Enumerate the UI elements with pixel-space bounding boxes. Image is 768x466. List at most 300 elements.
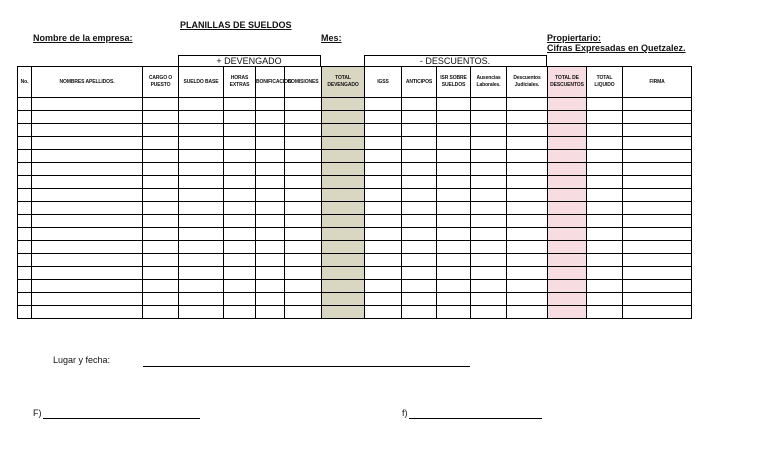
table-cell[interactable] xyxy=(322,267,365,280)
table-cell[interactable] xyxy=(285,176,322,189)
table-cell[interactable] xyxy=(402,111,437,124)
table-cell[interactable] xyxy=(18,111,32,124)
table-cell[interactable] xyxy=(256,254,285,267)
table-cell[interactable] xyxy=(402,280,437,293)
table-cell[interactable] xyxy=(322,254,365,267)
table-cell[interactable] xyxy=(18,163,32,176)
table-cell[interactable] xyxy=(623,137,692,150)
table-cell[interactable] xyxy=(322,111,365,124)
table-cell[interactable] xyxy=(365,215,402,228)
table-cell[interactable] xyxy=(623,98,692,111)
table-cell[interactable] xyxy=(285,189,322,202)
table-cell[interactable] xyxy=(322,215,365,228)
table-cell[interactable] xyxy=(437,124,471,137)
table-row xyxy=(18,124,692,137)
table-cell[interactable] xyxy=(256,98,285,111)
table-cell[interactable] xyxy=(402,228,437,241)
table-cell[interactable] xyxy=(507,111,548,124)
table-cell[interactable] xyxy=(507,176,548,189)
table-cell[interactable] xyxy=(143,215,179,228)
table-cell[interactable] xyxy=(402,241,437,254)
table-cell[interactable] xyxy=(548,150,587,163)
table-cell[interactable] xyxy=(32,306,143,319)
table-cell[interactable] xyxy=(587,176,623,189)
table-cell[interactable] xyxy=(587,241,623,254)
table-cell[interactable] xyxy=(402,215,437,228)
table-cell[interactable] xyxy=(587,98,623,111)
table-cell[interactable] xyxy=(587,189,623,202)
table-cell[interactable] xyxy=(548,124,587,137)
signature-left-line[interactable] xyxy=(43,418,200,419)
table-cell[interactable] xyxy=(224,293,256,306)
table-cell[interactable] xyxy=(365,137,402,150)
table-cell[interactable] xyxy=(224,163,256,176)
table-cell[interactable] xyxy=(365,254,402,267)
table-cell[interactable] xyxy=(18,280,32,293)
table-cell[interactable] xyxy=(32,189,143,202)
table-cell[interactable] xyxy=(471,163,507,176)
table-cell[interactable] xyxy=(507,228,548,241)
table-cell[interactable] xyxy=(224,241,256,254)
table-cell[interactable] xyxy=(548,241,587,254)
table-cell[interactable] xyxy=(143,241,179,254)
place-date-line[interactable] xyxy=(143,366,470,367)
table-cell[interactable] xyxy=(623,254,692,267)
table-cell[interactable] xyxy=(507,202,548,215)
table-cell[interactable] xyxy=(32,293,143,306)
table-cell[interactable] xyxy=(623,189,692,202)
table-cell[interactable] xyxy=(548,189,587,202)
table-cell[interactable] xyxy=(322,202,365,215)
table-cell[interactable] xyxy=(587,280,623,293)
table-cell[interactable] xyxy=(587,163,623,176)
table-cell[interactable] xyxy=(224,267,256,280)
table-cell[interactable] xyxy=(471,267,507,280)
table-cell[interactable] xyxy=(471,280,507,293)
table-cell[interactable] xyxy=(402,293,437,306)
table-cell[interactable] xyxy=(32,215,143,228)
table-cell[interactable] xyxy=(18,241,32,254)
table-cell[interactable] xyxy=(322,137,365,150)
table-cell[interactable] xyxy=(322,150,365,163)
table-cell[interactable] xyxy=(402,202,437,215)
table-cell[interactable] xyxy=(179,124,224,137)
table-cell[interactable] xyxy=(548,202,587,215)
table-cell[interactable] xyxy=(365,228,402,241)
col-header-isr: ISR SOBRE SUELDOS xyxy=(437,67,471,98)
table-cell[interactable] xyxy=(402,189,437,202)
col-header-number: No. xyxy=(18,67,32,98)
table-cell[interactable] xyxy=(365,202,402,215)
table-cell[interactable] xyxy=(179,163,224,176)
table-cell[interactable] xyxy=(32,98,143,111)
table-cell[interactable] xyxy=(285,98,322,111)
table-cell[interactable] xyxy=(143,228,179,241)
place-date-label: Lugar y fecha: xyxy=(53,355,111,365)
table-cell[interactable] xyxy=(32,241,143,254)
table-cell[interactable] xyxy=(32,267,143,280)
table-cell[interactable] xyxy=(256,202,285,215)
table-cell[interactable] xyxy=(507,293,548,306)
table-cell[interactable] xyxy=(143,176,179,189)
table-cell[interactable] xyxy=(256,176,285,189)
table-cell[interactable] xyxy=(623,163,692,176)
table-cell[interactable] xyxy=(32,254,143,267)
table-cell[interactable] xyxy=(365,150,402,163)
table-cell[interactable] xyxy=(224,306,256,319)
table-cell[interactable] xyxy=(32,163,143,176)
table-cell[interactable] xyxy=(143,124,179,137)
col-header-advances: ANTICIPOS xyxy=(402,67,437,98)
col-header-bonus: BONIFICACION xyxy=(256,67,285,98)
table-cell[interactable] xyxy=(507,215,548,228)
table-cell[interactable] xyxy=(365,163,402,176)
table-cell[interactable] xyxy=(143,202,179,215)
table-cell[interactable] xyxy=(143,280,179,293)
table-cell[interactable] xyxy=(471,111,507,124)
table-row xyxy=(18,241,692,254)
company-name-label: Nombre de la empresa: xyxy=(33,33,133,43)
col-header-absences: Ausencias Laborales. xyxy=(471,67,507,98)
table-cell[interactable] xyxy=(437,228,471,241)
table-cell[interactable] xyxy=(224,176,256,189)
col-header-total-deductions: TOTAL DE DESCUENTOS xyxy=(548,67,587,98)
table-cell[interactable] xyxy=(179,228,224,241)
table-cell[interactable] xyxy=(285,150,322,163)
table-cell[interactable] xyxy=(623,215,692,228)
table-row xyxy=(18,202,692,215)
table-cell[interactable] xyxy=(322,98,365,111)
table-cell[interactable] xyxy=(437,254,471,267)
table-cell[interactable] xyxy=(32,150,143,163)
table-cell[interactable] xyxy=(285,111,322,124)
table-cell[interactable] xyxy=(507,124,548,137)
table-cell[interactable] xyxy=(322,306,365,319)
table-cell[interactable] xyxy=(322,176,365,189)
table-cell[interactable] xyxy=(587,306,623,319)
table-cell[interactable] xyxy=(507,150,548,163)
table-cell[interactable] xyxy=(507,163,548,176)
table-cell[interactable] xyxy=(365,176,402,189)
table-cell[interactable] xyxy=(471,124,507,137)
table-cell[interactable] xyxy=(322,189,365,202)
table-cell[interactable] xyxy=(179,176,224,189)
table-cell[interactable] xyxy=(548,228,587,241)
table-cell[interactable] xyxy=(179,254,224,267)
table-cell[interactable] xyxy=(18,215,32,228)
table-cell[interactable] xyxy=(179,306,224,319)
table-cell[interactable] xyxy=(256,150,285,163)
table-cell[interactable] xyxy=(256,306,285,319)
table-cell[interactable] xyxy=(179,215,224,228)
table-cell[interactable] xyxy=(224,228,256,241)
table-cell[interactable] xyxy=(437,241,471,254)
table-cell[interactable] xyxy=(587,267,623,280)
table-cell[interactable] xyxy=(322,293,365,306)
table-cell[interactable] xyxy=(32,176,143,189)
table-cell[interactable] xyxy=(437,189,471,202)
table-row xyxy=(18,137,692,150)
col-header-position: CARGO O PUESTO xyxy=(143,67,179,98)
table-cell[interactable] xyxy=(437,150,471,163)
table-cell[interactable] xyxy=(256,241,285,254)
table-cell[interactable] xyxy=(548,163,587,176)
table-cell[interactable] xyxy=(18,293,32,306)
table-cell[interactable] xyxy=(507,189,548,202)
table-cell[interactable] xyxy=(256,124,285,137)
table-cell[interactable] xyxy=(285,280,322,293)
table-cell[interactable] xyxy=(365,189,402,202)
table-cell[interactable] xyxy=(548,137,587,150)
table-cell[interactable] xyxy=(548,280,587,293)
table-cell[interactable] xyxy=(224,254,256,267)
table-cell[interactable] xyxy=(256,267,285,280)
table-cell[interactable] xyxy=(507,254,548,267)
table-cell[interactable] xyxy=(179,241,224,254)
table-cell[interactable] xyxy=(285,293,322,306)
table-cell[interactable] xyxy=(623,293,692,306)
table-cell[interactable] xyxy=(32,111,143,124)
table-cell[interactable] xyxy=(143,137,179,150)
table-cell[interactable] xyxy=(224,280,256,293)
table-cell[interactable] xyxy=(285,215,322,228)
table-cell[interactable] xyxy=(471,189,507,202)
table-cell[interactable] xyxy=(322,228,365,241)
table-row xyxy=(18,189,692,202)
table-cell[interactable] xyxy=(471,293,507,306)
table-cell[interactable] xyxy=(18,228,32,241)
table-cell[interactable] xyxy=(437,280,471,293)
table-cell[interactable] xyxy=(365,241,402,254)
document-title: PLANILLAS DE SUELDOS xyxy=(180,20,292,30)
table-cell[interactable] xyxy=(285,124,322,137)
table-cell[interactable] xyxy=(471,228,507,241)
table-cell[interactable] xyxy=(256,228,285,241)
table-cell[interactable] xyxy=(587,293,623,306)
table-cell[interactable] xyxy=(623,241,692,254)
table-cell[interactable] xyxy=(18,202,32,215)
table-cell[interactable] xyxy=(548,293,587,306)
table-cell[interactable] xyxy=(437,306,471,319)
table-cell[interactable] xyxy=(285,267,322,280)
table-cell[interactable] xyxy=(256,280,285,293)
table-cell[interactable] xyxy=(548,254,587,267)
table-cell[interactable] xyxy=(32,280,143,293)
table-cell[interactable] xyxy=(143,306,179,319)
table-cell[interactable] xyxy=(402,163,437,176)
table-cell[interactable] xyxy=(507,98,548,111)
table-cell[interactable] xyxy=(623,111,692,124)
table-cell[interactable] xyxy=(179,202,224,215)
table-cell[interactable] xyxy=(224,98,256,111)
table-cell[interactable] xyxy=(32,202,143,215)
earnings-group-label: + DEVENGADO xyxy=(216,56,282,66)
table-cell[interactable] xyxy=(402,150,437,163)
table-cell[interactable] xyxy=(471,306,507,319)
table-cell[interactable] xyxy=(143,150,179,163)
table-cell[interactable] xyxy=(437,202,471,215)
table-cell[interactable] xyxy=(402,137,437,150)
table-cell[interactable] xyxy=(179,189,224,202)
table-cell[interactable] xyxy=(437,163,471,176)
table-cell[interactable] xyxy=(18,267,32,280)
table-cell[interactable] xyxy=(471,150,507,163)
table-cell[interactable] xyxy=(437,293,471,306)
table-cell[interactable] xyxy=(507,241,548,254)
table-cell[interactable] xyxy=(507,280,548,293)
table-cell[interactable] xyxy=(143,254,179,267)
table-cell[interactable] xyxy=(402,306,437,319)
table-cell[interactable] xyxy=(623,202,692,215)
table-cell[interactable] xyxy=(587,254,623,267)
table-cell[interactable] xyxy=(285,228,322,241)
table-cell[interactable] xyxy=(256,137,285,150)
table-cell[interactable] xyxy=(365,267,402,280)
table-cell[interactable] xyxy=(224,202,256,215)
table-cell[interactable] xyxy=(143,98,179,111)
table-cell[interactable] xyxy=(224,150,256,163)
table-cell[interactable] xyxy=(507,306,548,319)
table-cell[interactable] xyxy=(587,228,623,241)
table-cell[interactable] xyxy=(623,228,692,241)
table-cell[interactable] xyxy=(32,124,143,137)
table-cell[interactable] xyxy=(18,254,32,267)
table-cell[interactable] xyxy=(471,254,507,267)
table-cell[interactable] xyxy=(256,163,285,176)
table-cell[interactable] xyxy=(256,189,285,202)
table-cell[interactable] xyxy=(285,163,322,176)
table-cell[interactable] xyxy=(179,150,224,163)
table-cell[interactable] xyxy=(507,137,548,150)
table-cell[interactable] xyxy=(623,267,692,280)
table-row xyxy=(18,215,692,228)
table-cell[interactable] xyxy=(365,124,402,137)
table-cell[interactable] xyxy=(548,98,587,111)
table-cell[interactable] xyxy=(224,111,256,124)
table-cell[interactable] xyxy=(285,254,322,267)
table-cell[interactable] xyxy=(587,111,623,124)
table-cell[interactable] xyxy=(179,293,224,306)
table-cell[interactable] xyxy=(179,111,224,124)
table-cell[interactable] xyxy=(179,98,224,111)
table-cell[interactable] xyxy=(471,202,507,215)
table-cell[interactable] xyxy=(322,124,365,137)
table-cell[interactable] xyxy=(471,98,507,111)
table-cell[interactable] xyxy=(322,163,365,176)
table-row xyxy=(18,150,692,163)
table-cell[interactable] xyxy=(548,267,587,280)
table-row xyxy=(18,228,692,241)
table-cell[interactable] xyxy=(18,176,32,189)
table-row xyxy=(18,176,692,189)
col-header-commissions: COMISIONES xyxy=(285,67,322,98)
table-cell[interactable] xyxy=(224,124,256,137)
table-cell[interactable] xyxy=(365,280,402,293)
table-cell[interactable] xyxy=(402,176,437,189)
table-cell[interactable] xyxy=(402,254,437,267)
table-cell[interactable] xyxy=(179,137,224,150)
table-cell[interactable] xyxy=(623,124,692,137)
table-cell[interactable] xyxy=(623,306,692,319)
table-cell[interactable] xyxy=(402,267,437,280)
table-cell[interactable] xyxy=(471,176,507,189)
table-cell[interactable] xyxy=(365,293,402,306)
table-cell[interactable] xyxy=(143,163,179,176)
table-cell[interactable] xyxy=(256,215,285,228)
table-cell[interactable] xyxy=(587,215,623,228)
table-cell[interactable] xyxy=(548,215,587,228)
col-header-judicial: Descuentos Judiciales. xyxy=(507,67,548,98)
table-cell[interactable] xyxy=(587,137,623,150)
table-cell[interactable] xyxy=(18,137,32,150)
table-cell[interactable] xyxy=(322,280,365,293)
table-cell[interactable] xyxy=(587,202,623,215)
table-cell[interactable] xyxy=(32,228,143,241)
table-cell[interactable] xyxy=(548,306,587,319)
table-cell[interactable] xyxy=(18,124,32,137)
table-cell[interactable] xyxy=(587,150,623,163)
table-cell[interactable] xyxy=(143,189,179,202)
table-cell[interactable] xyxy=(548,111,587,124)
table-cell[interactable] xyxy=(18,189,32,202)
table-cell[interactable] xyxy=(179,280,224,293)
col-header-igss: IGSS xyxy=(365,67,402,98)
table-cell[interactable] xyxy=(224,137,256,150)
col-header-overtime: HORAS EXTRAS xyxy=(224,67,256,98)
table-cell[interactable] xyxy=(179,267,224,280)
table-cell[interactable] xyxy=(18,306,32,319)
table-cell[interactable] xyxy=(402,98,437,111)
table-cell[interactable] xyxy=(402,124,437,137)
signature-right-line[interactable] xyxy=(409,418,542,419)
table-cell[interactable] xyxy=(437,215,471,228)
table-cell[interactable] xyxy=(285,241,322,254)
table-cell[interactable] xyxy=(18,98,32,111)
table-cell[interactable] xyxy=(143,293,179,306)
table-cell[interactable] xyxy=(365,306,402,319)
table-cell[interactable] xyxy=(365,98,402,111)
table-cell[interactable] xyxy=(256,293,285,306)
table-cell[interactable] xyxy=(322,241,365,254)
table-cell[interactable] xyxy=(224,189,256,202)
table-cell[interactable] xyxy=(256,111,285,124)
table-cell[interactable] xyxy=(285,202,322,215)
table-row xyxy=(18,163,692,176)
table-cell[interactable] xyxy=(623,176,692,189)
table-cell[interactable] xyxy=(32,137,143,150)
table-cell[interactable] xyxy=(437,98,471,111)
table-cell[interactable] xyxy=(471,215,507,228)
table-cell[interactable] xyxy=(437,137,471,150)
table-cell[interactable] xyxy=(437,267,471,280)
table-cell[interactable] xyxy=(285,306,322,319)
table-cell[interactable] xyxy=(143,267,179,280)
table-cell[interactable] xyxy=(471,137,507,150)
table-cell[interactable] xyxy=(548,176,587,189)
table-cell[interactable] xyxy=(623,150,692,163)
table-cell[interactable] xyxy=(285,137,322,150)
table-cell[interactable] xyxy=(224,215,256,228)
table-cell[interactable] xyxy=(143,111,179,124)
table-cell[interactable] xyxy=(471,241,507,254)
table-cell[interactable] xyxy=(623,280,692,293)
table-cell[interactable] xyxy=(365,111,402,124)
table-cell[interactable] xyxy=(437,111,471,124)
table-cell[interactable] xyxy=(18,150,32,163)
table-cell[interactable] xyxy=(437,176,471,189)
table-cell[interactable] xyxy=(587,124,623,137)
table-cell[interactable] xyxy=(507,267,548,280)
